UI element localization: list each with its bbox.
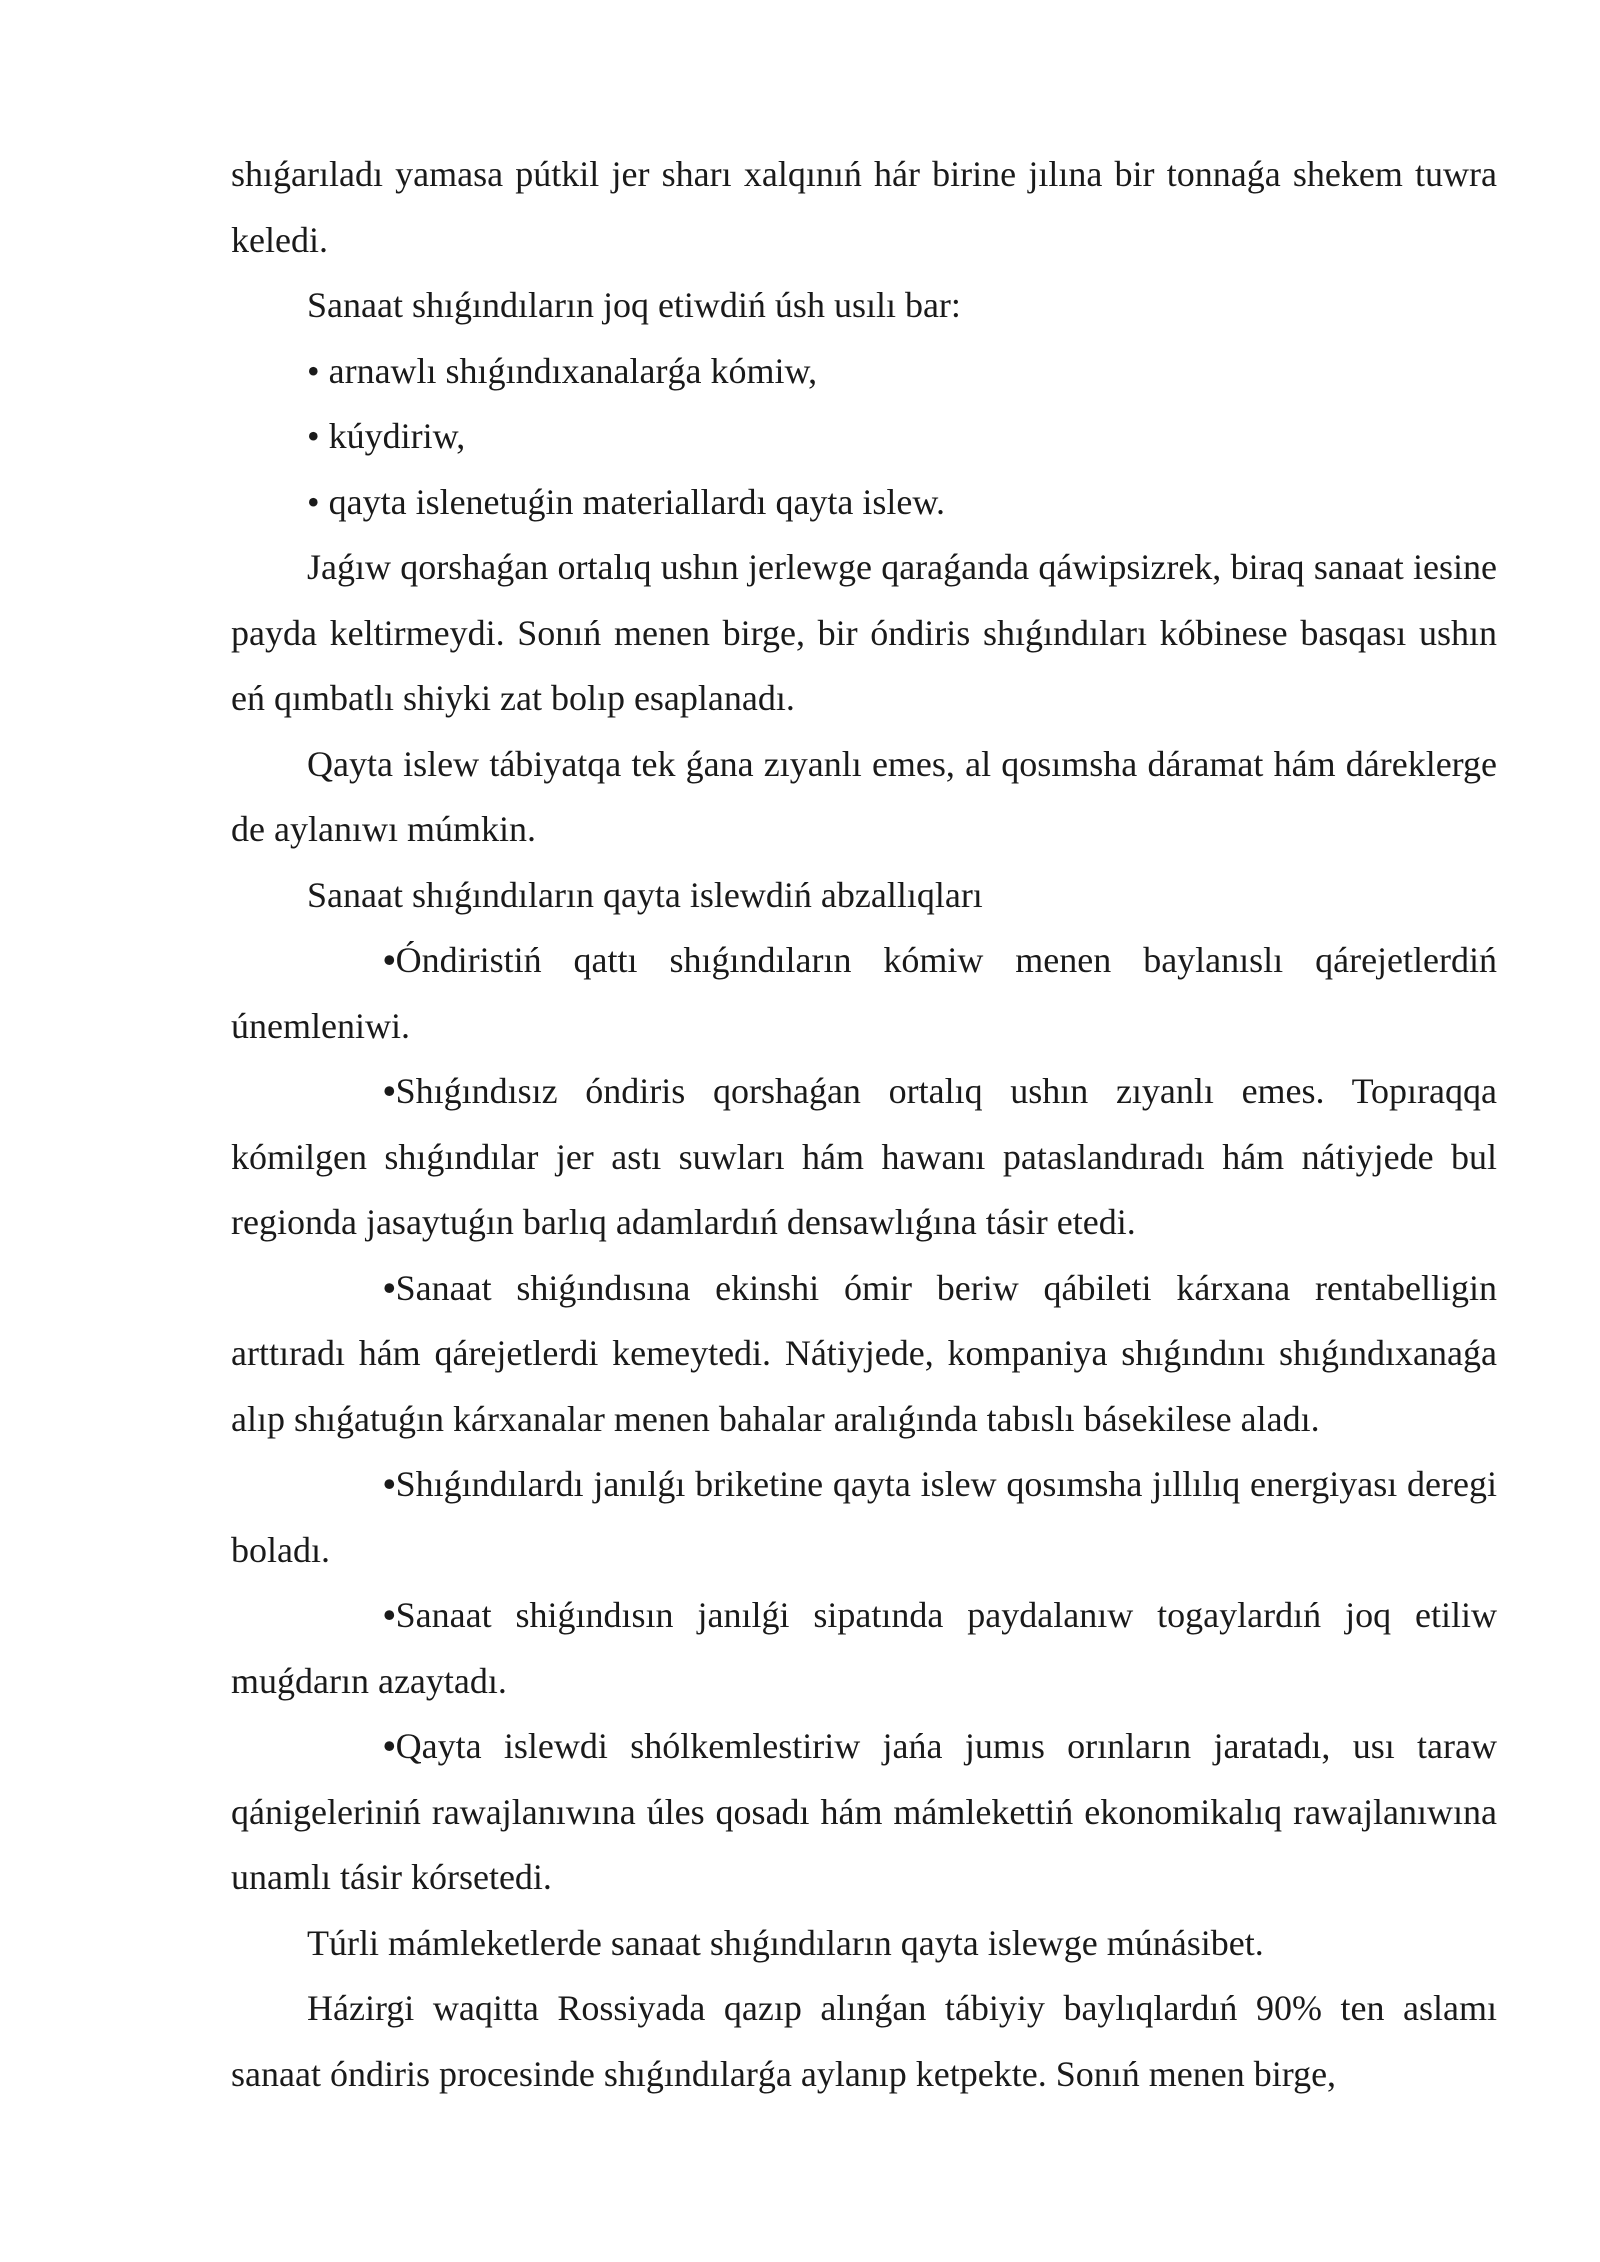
advantage-item [231,1059,1497,1256]
bullet-icon: • [383,1595,396,1635]
section-heading-countries: Túrli mámleketlerde sanaat shıǵındıların qayta islewge múnásibet. [307,1922,1264,1963]
paragraph-methods-intro: Sanaat shıǵındıların joq etiwdiń úsh usılı bar: [307,285,961,325]
paragraph-russia: Házirgi waqitta Rossiyada qazıp alınǵan tábiyiy baylıqlardıń 90% ten aslamı sanaat óndiris procesinde shıǵındılarǵa aylanıp ketpekte. Sonıń menen birge, [231,1988,1497,2094]
advantage-text: Sanaat shiǵındısın janılǵi sipatında paydalanıw togaylardıń joq etiliw muǵdarın azaytadı. [231,1595,1497,1701]
paragraph-burning: Jaǵıw qorshaǵan ortalıq ushın jerlewge qaraǵanda qáwipsizrek, biraq sanaat iesine payda keltirmeydi. Sonıń menen birge, bir óndiris shıǵındıları kóbinese basqası ushın eń qımbatlı shiyki zat bolıp esaplanadı. [231,547,1497,718]
bullet-icon: • [383,1071,396,1111]
list-item-incineration: • kúydiriw, [307,416,466,456]
advantage-text: Shıǵındısız óndiris qorshaǵan ortalıq ushın zıyanlı emes. Topıraqqa kómilgen shıǵındılar jer astı suwları hám hawanı pataslandıradı hám nátiyjede bul regionda jasaytuǵın barlıq adamlardıń densawlıǵına tásir etedi. [231,1071,1497,1242]
advantage-item [231,1583,1497,1714]
advantage-item [231,1714,1497,1911]
bullet-icon: • [383,1464,396,1504]
bullet-icon: • [383,1726,396,1766]
bullet-icon: • [383,1267,396,1308]
advantage-text: Qayta islewdi shólkemlestiriw jańa jumıs orınların jaratadı, usı taraw qánigeleriniń rawajlanıwına úles qosadı hám mámlekettiń ekonomikalıq rawajlanıwına unamlı tásir kórsetedi. [231,1726,1497,1897]
paragraph-recycling-benefit: Qayta islew tábiyatqa tek ǵana zıyanlı emes, al qosımsha dáramat hám dáreklerge de aylanıwı múmkin. [231,743,1497,849]
advantage-text: Shıǵındılardı janılǵı briketine qayta islew qosımsha jıllılıq energiyası deregi boladı. [231,1464,1497,1570]
advantage-text: Óndiristiń qattı shıǵındıların kómiw menen baylanıslı qárejetlerdiń únemleniwi. [231,940,1497,1046]
section-heading-advantages: Sanaat shıǵındıların qayta islewdiń abzallıqları [307,874,983,915]
advantage-item [231,1452,1497,1583]
list-item-burial: • arnawlı shıǵındıxanalarǵa kómiw, [307,350,818,391]
advantage-item [231,928,1497,1059]
paragraph-continuation: shıǵarıladı yamasa pútkil jer sharı xalqınıń hár birine jılına bir tonnaǵa shekem tuwra keledi. [231,154,1497,260]
advantage-item [231,1256,1497,1453]
list-item-recycling: • qayta islenetuǵin materiallardı qayta islew. [307,481,946,522]
bullet-icon: • [383,940,396,980]
document-page [231,142,1497,2107]
advantage-text: Sanaat shiǵındısına ekinshi ómir beriw qábileti kárxana rentabelligin arttıradı hám qárejetlerdi kemeytedi. Nátiyjede, kompaniya shıǵındını shıǵındıxanaǵa alıp shıǵatuǵın kárxanalar menen bahalar aralıǵında tabıslı básekilese aladı. [231,1267,1497,1439]
